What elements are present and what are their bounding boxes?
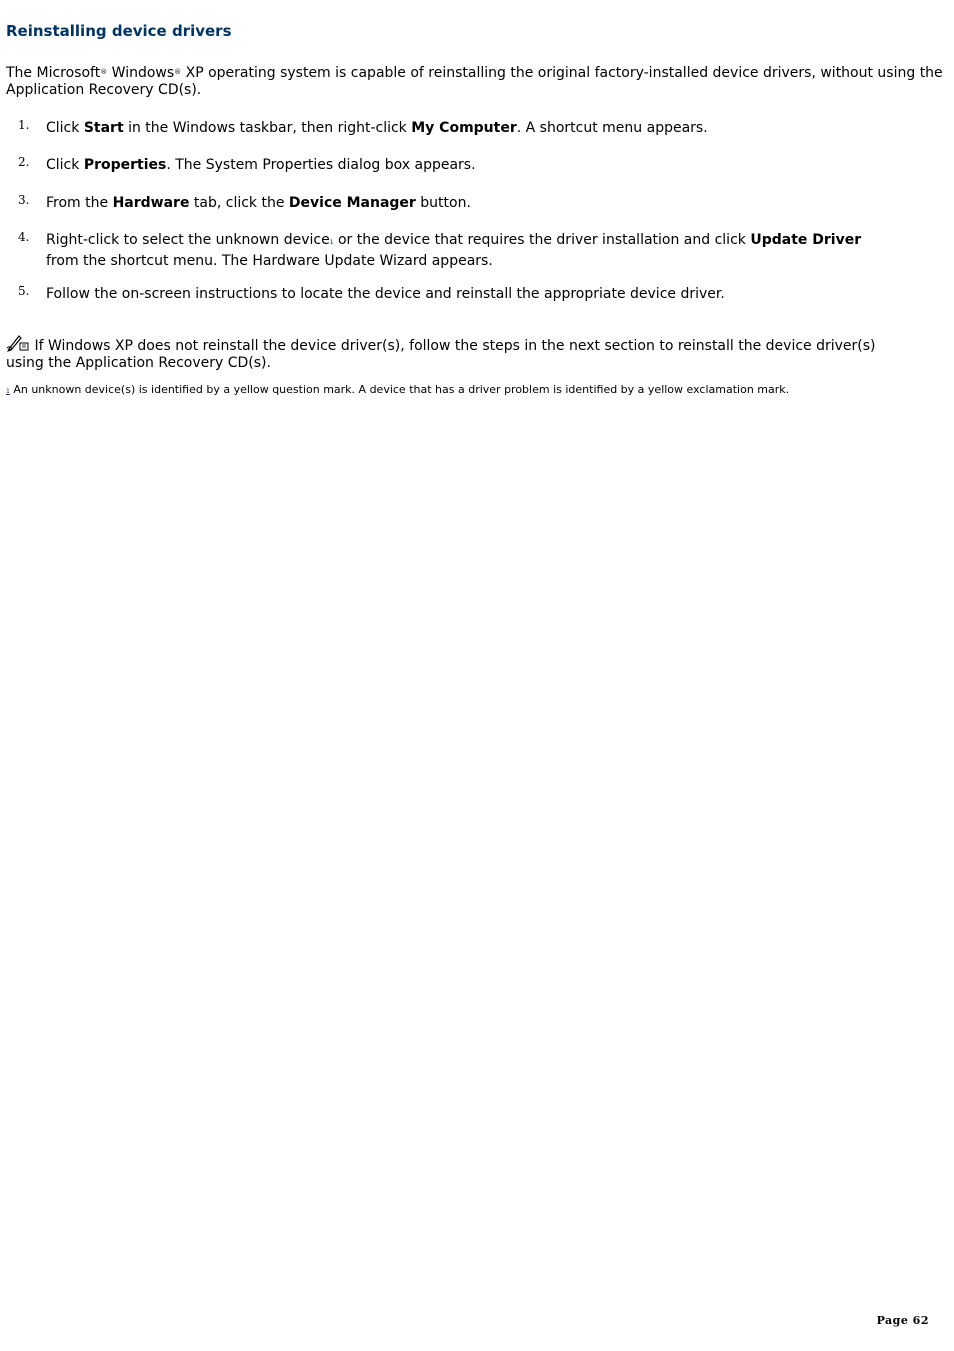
step-text [46, 194, 896, 212]
footnote-mark[interactable]: 1 [6, 388, 10, 395]
step-text [46, 156, 896, 174]
step-number: 4. [18, 230, 30, 244]
ui-term: My Computer [411, 120, 517, 136]
page-title: Reinstalling device drivers [6, 22, 232, 40]
intro-paragraph [6, 64, 946, 99]
step-text-part: button. [415, 195, 471, 211]
step-text-part: or the device that requires the driver installation and click [333, 232, 751, 248]
step-text [46, 119, 896, 137]
intro-text: The Microsoft [6, 65, 101, 81]
registered-mark: ® [174, 68, 182, 76]
step-text-part: Follow the on-screen instructions to locate the device and reinstall the appropriate device driver. [46, 286, 725, 302]
footnote-link[interactable]: 1 [329, 239, 334, 246]
ui-term: Device Manager [288, 195, 416, 211]
footnote [6, 383, 906, 398]
step-number: 1. [18, 118, 30, 132]
ui-term: Hardware [112, 195, 190, 211]
note-paragraph [6, 334, 906, 372]
step-text-part: . A shortcut menu appears. [516, 120, 708, 136]
note-text: If Windows XP does not reinstall the device driver(s), follow the steps in the next section to reinstall the device driver(s) using the Application Recovery CD(s). [6, 338, 876, 371]
step-number: 2. [18, 155, 30, 169]
step-text-part: in the Windows taskbar, then right-click [123, 120, 412, 136]
footnote-text: An unknown device(s) is identified by a yellow question mark. A device that has a driver problem is identified by a yellow exclamation mark. [13, 383, 790, 396]
ui-term: Update Driver [750, 232, 862, 248]
step-text-part: From the [46, 195, 113, 211]
ui-term: Properties [83, 157, 167, 173]
step-number: 3. [18, 193, 30, 207]
registered-mark: ® [100, 68, 108, 76]
page-number: Page 62 [876, 1314, 929, 1327]
step-text-part: Right-click to select the unknown device [46, 232, 330, 248]
step-text-part: tab, click the [189, 195, 289, 211]
step-number: 5. [18, 284, 30, 298]
step-text [46, 231, 866, 270]
step-text-part: Click [46, 120, 84, 136]
step-text-part: . The System Properties dialog box appears. [166, 157, 476, 173]
step-text-part: from the shortcut menu. The Hardware Update Wizard appears. [46, 253, 493, 269]
ui-term: Start [83, 120, 124, 136]
step-text-part: Click [46, 157, 84, 173]
step-text [46, 285, 896, 303]
intro-text: XP operating system is capable of reinstalling the original factory-installed device drivers, without using the Application Recovery CD(s). [6, 65, 943, 98]
intro-text: Windows [107, 65, 175, 81]
note-pencil-icon [6, 334, 30, 352]
